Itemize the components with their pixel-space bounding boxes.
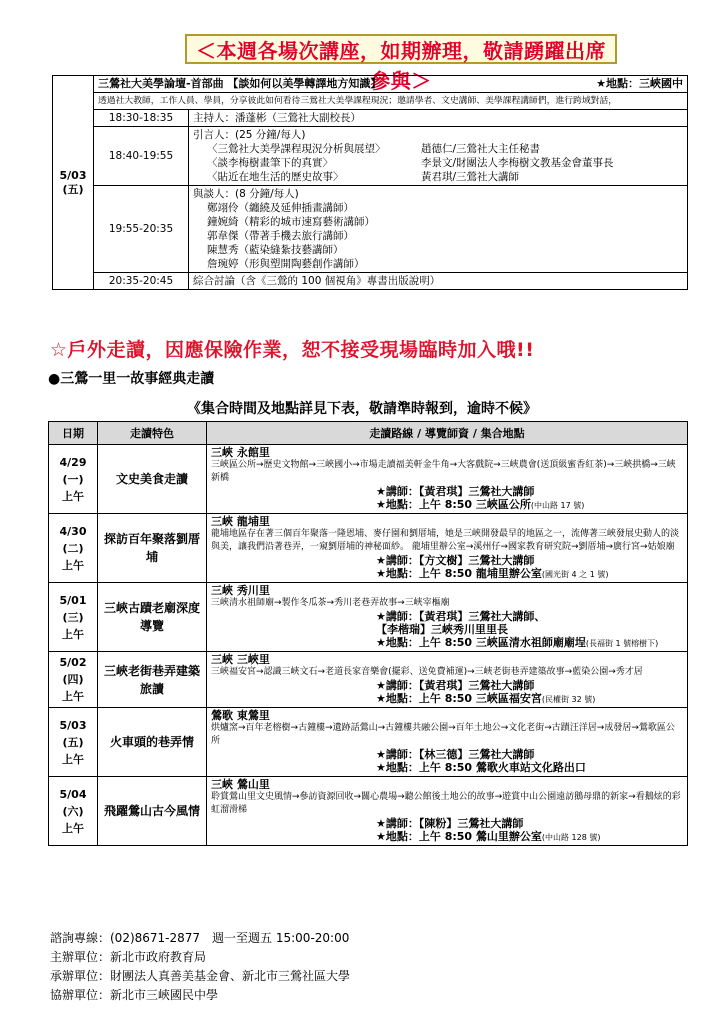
- walk-place: 鶯歌 東鶯里: [211, 709, 270, 722]
- walk-date: 5/03 (五) 上午: [49, 708, 98, 777]
- walk-teacher: ★講師：【方文樹】三鶯社大講師: [376, 554, 535, 567]
- walk-teacher-2: 【李楷瑞】三峽秀川里里長: [376, 623, 508, 636]
- walk-spot: ★地點：上午 8:50 鶯歌火車站文化路出口: [376, 761, 586, 774]
- walk-route: 龍埔地區存在著三個百年聚落一隆恩埔、麥仔園和劉厝埔，她是三峽開發最早的地區之一，流傳著三峽發展史動人的淡與美，讓我們沿著巷弄，一窺劉厝埔的神秘面紗。 龍埔里辦公室→溪州仔→國家教育研究院→劉厝埔→廣行宮→姑娘廟: [211, 529, 680, 552]
- walk-feature: 飛躍鶯山古今風情: [98, 777, 207, 846]
- walk-feature: 探訪百年聚落劉厝埔: [98, 514, 207, 583]
- lecture-location: ★地點：三峽國中: [596, 77, 683, 90]
- walk-details: [207, 514, 688, 583]
- session-panel: [189, 186, 688, 273]
- walk-spot: ★地點：上午 8:50 鶯山里辦公室(中山路 128 號): [376, 830, 601, 843]
- walk-spot: ★地點：上午 8:50 三峽區公所(中山路 17 號): [376, 498, 585, 511]
- session-lead: 引言人：(25 分鐘/每人): [193, 129, 306, 141]
- session-host: 主持人：潘蓬彬（三鶯社大副校長）: [189, 110, 688, 127]
- panelist: 鐘婉綺（精彩的城市速寫藝術講師）: [207, 216, 375, 228]
- panelist: 鄭翊伶（纏繞及延伸插畫講師）: [207, 202, 354, 214]
- talk-speaker: 趙德仁/三鶯社大主任秘書: [421, 143, 541, 155]
- table-row: [49, 514, 688, 583]
- talk-speaker: 黃君琪/三鶯社大講師: [421, 171, 520, 183]
- panelist: 陳慧秀（藍染縫紮技藝講師）: [207, 244, 344, 256]
- walk-date: 4/30 (二) 上午: [49, 514, 98, 583]
- walk-route: 三峽福安宮→認識三峽文石→老道長家音樂會(擺彩、送免費補運)→三峽老街巷弄建築故事→藍染公園→秀才居: [211, 667, 643, 677]
- section-title: ●三鶯一里一故事經典走讀: [48, 371, 215, 387]
- walk-route: 烘爐窯→百年老榕樹→古鐘樓→遺跡話鶯山→古鐘樓共融公園→百年土地公→文化老街→古蹟汪洋居→成發居→鶯歌區公所: [211, 723, 675, 746]
- lecture-weekday: (五): [62, 182, 84, 196]
- talk-speaker: 李景文/財團法人李梅樹文教基金會董事長: [421, 157, 614, 169]
- walk-place: 三峽 鶯山里: [211, 778, 270, 791]
- footer-contractor: 承辦單位：財團法人真善美基金會、新北市三鶯社區大學: [50, 969, 351, 983]
- session-time: 19:55-20:35: [94, 186, 189, 273]
- walk-teacher: ★講師：【黃君琪】三鶯社大講師: [376, 679, 535, 692]
- lecture-intro: 透過社大教師，工作人員、學員，分享彼此如何看待三鶯社大美學課程現況；邀請學者、文史講師、美學課程講師們，進行跨域對話，: [94, 93, 688, 110]
- walk-route: 聆賞鶯山里文史風情→參訪資源回收→關心農場→聽公館後土地公的故事→遊賞中山公園遠訪鵝母鼎的新家→看鵝炫的彩虹溜滑梯: [211, 792, 681, 815]
- session-lead: 與談人：(8 分鐘/每人): [193, 188, 299, 200]
- walk-date: 4/29 (一) 上午: [49, 445, 98, 514]
- walk-place: 三峽 秀川里: [211, 584, 270, 597]
- walk-details: [207, 777, 688, 846]
- walk-route: 三峽清水祖師廟→製作冬瓜茶→秀川老巷弄故事→三峽宰樞廟: [211, 598, 450, 608]
- walk-teacher: ★講師：【陳粉】三鶯社大講師: [376, 817, 524, 830]
- walk-teacher: ★講師：【黃君琪】三鶯社大講師: [376, 485, 535, 498]
- header-route: 走讀路線 / 導覽師資 / 集合地點: [207, 422, 688, 445]
- walk-place: 三峽 三峽里: [211, 653, 270, 666]
- walk-feature: 三峽古蹟老廟深度導覽: [98, 583, 207, 652]
- talk-item: [193, 170, 683, 184]
- walk-teacher: ★講師：【林三德】三鶯社大講師: [376, 748, 535, 761]
- talk-topic: 〈談李梅樹畫筆下的真實〉: [207, 157, 333, 169]
- panelist: 郭韋傑（帶著手機去旅行講師）: [207, 230, 354, 242]
- walk-details: [207, 652, 688, 708]
- walk-date: 5/01 (三) 上午: [49, 583, 98, 652]
- footer-hotline: 諮詢專線：(02)8671-2877 週一至週五 15:00-20:00: [50, 931, 350, 945]
- header-feature: 走讀特色: [98, 422, 207, 445]
- lecture-date-cell: [53, 76, 94, 290]
- walk-table-header: [49, 422, 688, 445]
- session-speakers: [189, 127, 688, 186]
- header-date: 日期: [49, 422, 98, 445]
- lecture-date: 5/03: [59, 168, 87, 182]
- outdoor-notice: ☆戶外走讀，因應保險作業，恕不接受現場臨時加入哦!!: [50, 339, 535, 361]
- meeting-note: 《集合時間及地點詳見下表，敬請準時報到，逾時不候》: [187, 401, 537, 417]
- talk-topic: 〈貼近在地生活的歷史故事〉: [207, 171, 344, 183]
- talk-topic: 〈三鶯社大美學課程現況分析與展望〉: [207, 143, 386, 155]
- walk-details: [207, 583, 688, 652]
- walk-date: 5/02 (四) 上午: [49, 652, 98, 708]
- walk-spot: ★地點：上午 8:50 三峽區福安宮(民權街 32 號): [376, 692, 596, 705]
- session-time: 18:40-19:55: [94, 127, 189, 186]
- walk-schedule-table: [48, 421, 688, 846]
- lecture-title: 三鶯社大美學論壇-首部曲 【談如何以美學轉譯地方知識】: [98, 77, 382, 90]
- table-row: [49, 777, 688, 846]
- talk-item: [193, 156, 683, 170]
- lecture-schedule-table: [52, 75, 688, 290]
- panelist: 詹琬婷（形與塑開陶藝創作講師）: [207, 258, 365, 270]
- walk-details: [207, 708, 688, 777]
- session-discussion: 綜合討論（含《三鶯的 100 個視角》專書出版說明）: [189, 273, 688, 290]
- table-row: [49, 583, 688, 652]
- footer-info: [50, 929, 350, 1005]
- walk-feature: 文史美食走讀: [98, 445, 207, 514]
- session-time: 20:35-20:45: [94, 273, 189, 290]
- lecture-title-row: [94, 76, 688, 93]
- walk-spot: ★地點：上午 8:50 三峽區清水祖師廟廟埕(長福街 1 號榕樹下): [376, 636, 659, 649]
- footer-organizer: 主辦單位：新北市政府教育局: [50, 950, 207, 964]
- walk-details: [207, 445, 688, 514]
- footer-co-organizer: 協辦單位：新北市三峽國民中學: [50, 988, 219, 1002]
- walk-teacher: ★講師：【黃君琪】三鶯社大講師、: [376, 610, 546, 623]
- table-row: [49, 652, 688, 708]
- walk-spot: ★地點：上午 8:50 龍埔里辦公室(國光街 4 之 1 號): [376, 567, 609, 580]
- announcement-banner: ＜本週各場次講座，如期辦理，敬請踴躍出席參與＞: [185, 34, 617, 64]
- walk-feature: 三峽老街巷弄建築旅讀: [98, 652, 207, 708]
- talk-item: [193, 142, 683, 156]
- walk-place: 三峽 永館里: [211, 446, 270, 459]
- walk-date: 5/04 (六) 上午: [49, 777, 98, 846]
- walk-place: 三峽 龍埔里: [211, 515, 270, 528]
- walk-route: 三峽區公所→歷史文物館→三峽國小→市場走讀福美軒金牛角→大客戲院→三峽農會(送頂級蜜香紅茶)→三峽拱橋→三峽新橋: [211, 460, 676, 483]
- walk-feature: 火車頭的巷弄情: [98, 708, 207, 777]
- table-row: [49, 445, 688, 514]
- session-time: 18:30-18:35: [94, 110, 189, 127]
- table-row: [49, 708, 688, 777]
